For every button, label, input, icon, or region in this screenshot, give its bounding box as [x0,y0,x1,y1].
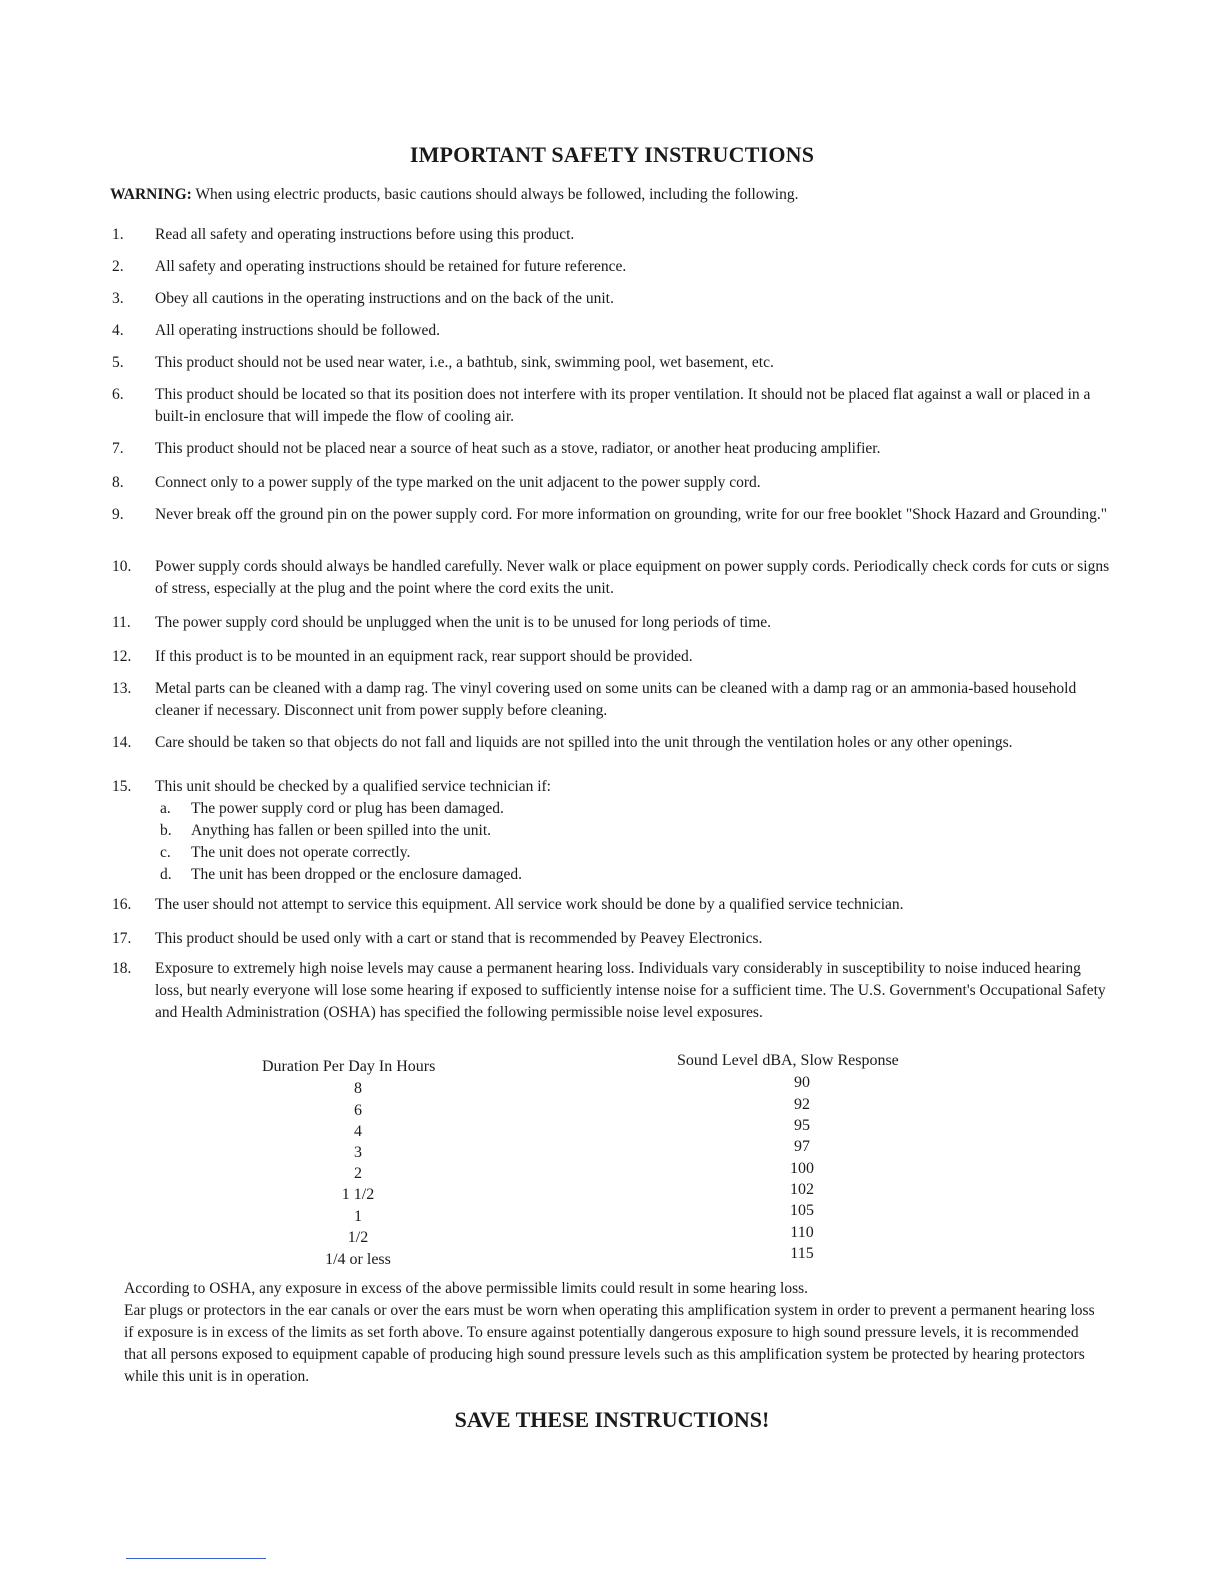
warning-text: When using electric products, basic cautions should always be followed, including the following. [195,186,799,203]
table-cell-duration: 1 1/2 [341,1186,375,1203]
table-cell-sound-level: 90 [794,1074,810,1091]
table-cell-duration: 6 [354,1102,362,1119]
sub-item-text: The unit does not operate correctly. [191,844,411,861]
warning-label: WARNING: [110,186,192,203]
sub-item-letter: a. [160,800,171,817]
item-number: 1. [112,226,124,243]
item-number: 12. [112,648,132,665]
item-text: Exposure to extremely high noise levels may cause a permanent hearing loss. Individuals vary considerably in susceptibility to noise induced hearing loss, but nearly everyone will lose some hearing if exposed to sufficiently intense noise for a sufficient time. The U.S. Government's Occupational Safety and Health Administration (OSHA) has specified the following permissible noise level exposures. [155,960,1106,1021]
table-cell-sound-level: 95 [794,1117,810,1134]
table-cell-duration: 1/2 [347,1229,369,1246]
table-header-duration: Duration Per Day In Hours [262,1058,436,1075]
item-number: 11. [112,614,131,631]
item-text: All operating instructions should be followed. [155,322,440,339]
table-header-sound-level: Sound Level dBA, Slow Response [677,1052,899,1069]
table-cell-sound-level: 102 [790,1181,814,1198]
table-cell-sound-level: 97 [794,1138,810,1155]
warning-line [110,186,799,204]
sub-item-letter: d. [160,866,172,883]
hearing-protection-paragraph [124,1278,1104,1388]
item-text: Care should be taken so that objects do not fall and liquids are not spilled into the unit through the ventilation holes or any other openings. [155,734,1013,751]
item-number: 2. [112,258,124,275]
item-number: 18. [112,960,132,977]
item-number: 15. [112,778,132,795]
item-number: 4. [112,322,124,339]
sub-item-letter: b. [160,822,172,839]
table-cell-duration: 1/4 or less [325,1251,391,1268]
table-cell-duration: 4 [354,1123,362,1140]
item-number: 16. [112,896,132,913]
item-text: This unit should be checked by a qualified service technician if: [155,778,551,795]
item-number: 10. [112,558,132,575]
sub-item-text: Anything has fallen or been spilled into the unit. [191,822,492,839]
item-number: 9. [112,506,124,523]
item-text: The power supply cord should be unplugged when the unit is to be unused for long periods of time. [155,614,772,631]
footer-rule [126,1558,266,1559]
sub-item-letter: c. [160,844,171,861]
table-cell-sound-level: 92 [794,1096,810,1113]
item-text: Connect only to a power supply of the type marked on the unit adjacent to the power supply cord. [155,474,761,491]
item-text: Never break off the ground pin on the power supply cord. For more information on grounding, write for our free booklet "Shock Hazard and Grounding." [155,506,1108,523]
table-cell-sound-level: 100 [790,1160,814,1177]
item-text: All safety and operating instructions should be retained for future reference. [155,258,627,275]
item-text: This product should be located so that its position does not interfere with its proper ventilation. It should not be placed flat against a wall or placed in a built-in enclosure that will impede the flow of cooling air. [155,386,1091,425]
item-number: 7. [112,440,124,457]
item-number: 17. [112,930,132,947]
table-cell-duration: 3 [354,1144,362,1161]
page-title: IMPORTANT SAFETY INSTRUCTIONS [409,142,815,167]
item-number: 14. [112,734,132,751]
sub-item-text: The unit has been dropped or the enclosure damaged. [191,866,522,883]
table-cell-sound-level: 110 [790,1224,814,1241]
table-cell-duration: 1 [354,1208,362,1225]
item-number: 5. [112,354,124,371]
item-text: If this product is to be mounted in an equipment rack, rear support should be provided. [155,648,693,665]
item-text: Metal parts can be cleaned with a damp rag. The vinyl covering used on some units can be cleaned with a damp rag or an ammonia-based household cleaner if necessary. Disconnect unit from power supply before cleaning. [155,680,1077,719]
item-text: This product should not be used near water, i.e., a bathtub, sink, swimming pool, wet basement, etc. [155,354,774,371]
table-cell-sound-level: 115 [790,1245,814,1262]
ear-plugs-note: Ear plugs or protectors in the ear canals or over the ears must be worn when operating this amplification system in order to prevent a permanent hearing loss if exposure is in excess of the limits as set forth above. To ensure against potentially dangerous exposure to high sound pressure levels, it is recommended that all persons exposed to equipment capable of producing high sound pressure levels such as this amplification system be protected by hearing protectors while this unit is in operation. [124,1302,1095,1385]
item-number: 8. [112,474,124,491]
item-text: This product should be used only with a cart or stand that is recommended by Peavey Electronics. [155,930,763,947]
item-text: The user should not attempt to service this equipment. All service work should be done by a qualified service technician. [155,896,904,913]
item-number: 13. [112,680,132,697]
item-number: 3. [112,290,124,307]
closing-heading: SAVE THESE INSTRUCTIONS! [454,1407,770,1432]
table-cell-duration: 2 [354,1165,362,1182]
item-text: This product should not be placed near a source of heat such as a stove, radiator, or another heat producing amplifier. [155,440,881,457]
sub-item-text: The power supply cord or plug has been damaged. [191,800,504,817]
osha-note: According to OSHA, any exposure in excess of the above permissible limits could result in some hearing loss. [124,1280,809,1297]
item-text: Obey all cautions in the operating instructions and on the back of the unit. [155,290,614,307]
item-text: Power supply cords should always be handled carefully. Never walk or place equipment on power supply cords. Periodically check cords for cuts or signs of stress, especially at the plug and the point where the cord exits the unit. [155,558,1110,597]
table-cell-sound-level: 105 [790,1202,814,1219]
item-number: 6. [112,386,124,403]
table-cell-duration: 8 [354,1080,362,1097]
item-text: Read all safety and operating instructions before using this product. [155,226,575,243]
